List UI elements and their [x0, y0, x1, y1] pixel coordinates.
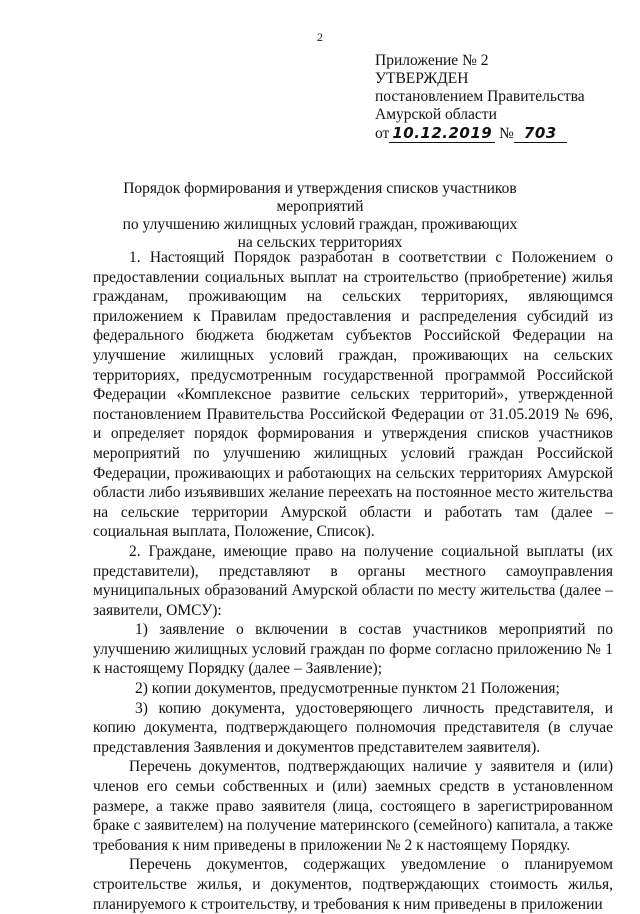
document-title	[95, 180, 545, 252]
appendix-label: Приложение № 2	[375, 52, 489, 69]
title-line-2: по улучшению жилищных условий граждан, проживающих	[122, 216, 518, 233]
handwritten-date: 10.12.2019	[389, 124, 495, 143]
page-number: 2	[317, 30, 323, 44]
approval-stamp	[375, 52, 625, 143]
paragraph-2: 2. Граждане, имеющие право на получение социальной выплаты (их представители), представляют в органы местного самоуправления муниципальных образований Амурской области по месту жительства (далее – заявители, ОМСУ):	[93, 542, 613, 619]
paragraph-1: 1. Настоящий Порядок разработан в соответствии с Положением о предоставлении социальных выплат на строительство (приобретение) жилья гражданам, проживающим на сельских территориях, являющимся приложением к Правилам предоставления и распределения субсидий из федерального бюджета бюджетам субъектов Российской Федерации на улучшение жилищных условий граждан, проживающих на сельских территориях, предусмотренным государственной программой Российской Федерации «Комплексное развитие сельских территорий», утвержденной постановлением Правительства Российской Федерации от 31.05.2019 № 696, и определяет порядок формирования и утверждения списков участников мероприятий по улучшению жилищных условий граждан Российской Федерации, проживающих и работающих на сельских территориях Амурской области либо изъявивших желание переехать на постоянное место жительства на сельские территории Амурской области и работать там (далее – социальная выплата, Положение, Список).	[93, 249, 613, 541]
document-body	[93, 248, 613, 914]
decree-line-1: постановлением Правительства	[375, 88, 585, 105]
paragraph-documents-construction: Перечень документов, содержащих уведомление о планируемом строительстве жилья, и документов, подтверждающих стоимость жилья, планируемого к строительству, и требования к ним приведены в приложении	[93, 856, 613, 913]
paragraph-documents-funds: Перечень документов, подтверждающих наличие у заявителя и (или) членов его семьи собственных и (или) заемных средств в установленном размере, а также право заявителя (лица, состоящего в зарегистрированном браке с заявителем) на получение материнского (семейного) капитала, а также требования к ним приведены в приложении № 2 к настоящему Порядку.	[93, 758, 613, 854]
number-prefix: №	[499, 125, 514, 142]
decree-line-2: Амурской области	[375, 106, 497, 123]
title-line-1: Порядок формирования и утверждения списков участников мероприятий	[123, 180, 517, 215]
approved-label: УТВЕРЖДЕН	[375, 70, 469, 87]
list-item-1: 1) заявление о включении в состав участников мероприятий по улучшению жилищных условий граждан по форме согласно приложению № 1 к настоящему Порядку (далее – Заявление);	[93, 621, 613, 678]
decree-date-number	[375, 124, 625, 143]
list-item-2: 2) копии документов, предусмотренные пунктом 21 Положения;	[135, 680, 560, 698]
handwritten-number: 703	[514, 124, 567, 143]
date-prefix: от	[375, 125, 390, 142]
title-line-3: на сельских территориях	[237, 234, 403, 251]
list-item-3: 3) копию документа, удостоверяющего личность представителя, и копию документа, подтверждающего полномочия представителя (в случае представления Заявления и документов представителем заявителя).	[93, 699, 613, 756]
